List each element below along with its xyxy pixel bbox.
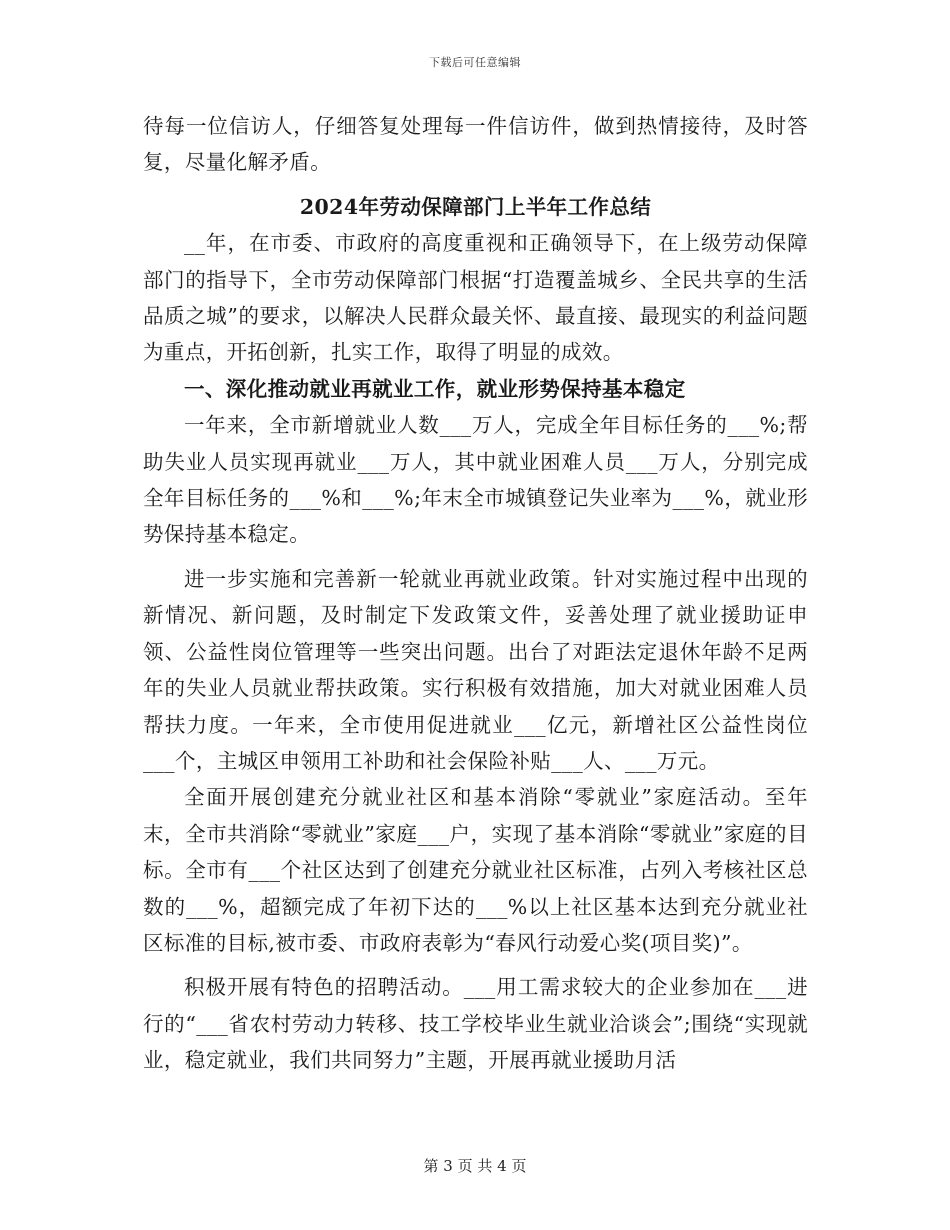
paragraph-recruitment: 积极开展有特色的招聘活动。___用工需求较大的企业参加在___进行的“___省农村劳动力转移、技工学校毕业生就业洽谈会”;围绕“实现就业，稳定就业，我们共同努力”主题，开展再就业援助月活 [143,975,808,1073]
paragraph-policy: 进一步实施和完善新一轮就业再就业政策。针对实施过程中出现的新情况、新问题，及时制定下发政策文件，妥善处理了就业援助证申领、公益性岗位管理等一些突出问题。出台了对距法定退休年龄不足两年的失业人员就业帮扶政策。实行积极有效措施，加大对就业困难人员帮扶力度。一年来，全市使用促进就业___亿元，新增社区公益性岗位___个，主城区申领用工补助和社会保险补贴___人、___万元。 [143,566,808,773]
document-title: 2024年劳动保障部门上半年工作总结 [299,194,652,219]
spacer [143,961,808,969]
section-1-heading: 一、深化推动就业再就业工作，就业形势保持基本稳定 [184,376,686,401]
page-header-note: 下载后可任意编辑 [429,56,521,69]
intro-continuation-paragraph: 待每一位信访人，仔细答复处理每一件信访件，做到热情接待，及时答复，尽量化解矛盾。 [143,114,808,175]
paragraph-community: 全面开展创建充分就业社区和基本消除“零就业”家庭活动。至年末，全市共消除“零就业”家庭___户，实现了基本消除“零就业”家庭的目标。全市有___个社区达到了创建充分就业社区标准，占列入考核社区总数的___%，超额完成了年初下达的___%以上社区基本达到充分就业社区标准的目标,被市委、市政府表彰为“春风行动爱心奖(项目奖)”。 [143,785,808,955]
spacer [143,553,808,561]
document-body [143,108,808,1079]
paragraph-employment-stats: 一年来，全市新增就业人数___万人，完成全年目标任务的___%;帮助失业人员实现再就业___万人，其中就业困难人员___万人，分别完成全年目标任务的___%和___%;年末全市城镇登记失业率为___%，就业形势保持基本稳定。 [143,413,808,547]
spacer [143,181,808,189]
intro-paragraph: __年，在市委、市政府的高度重视和正确领导下，在上级劳动保障部门的指导下，全市劳动保障部门根据“打造覆盖城乡、全民共享的生活品质之城”的要求，以解决人民群众最关怀、最直接、最现实的利益问题为重点，开拓创新，扎实工作，取得了明显的成效。 [143,231,808,365]
page-footer-number: 第 3 页 共 4 页 [423,1157,527,1175]
